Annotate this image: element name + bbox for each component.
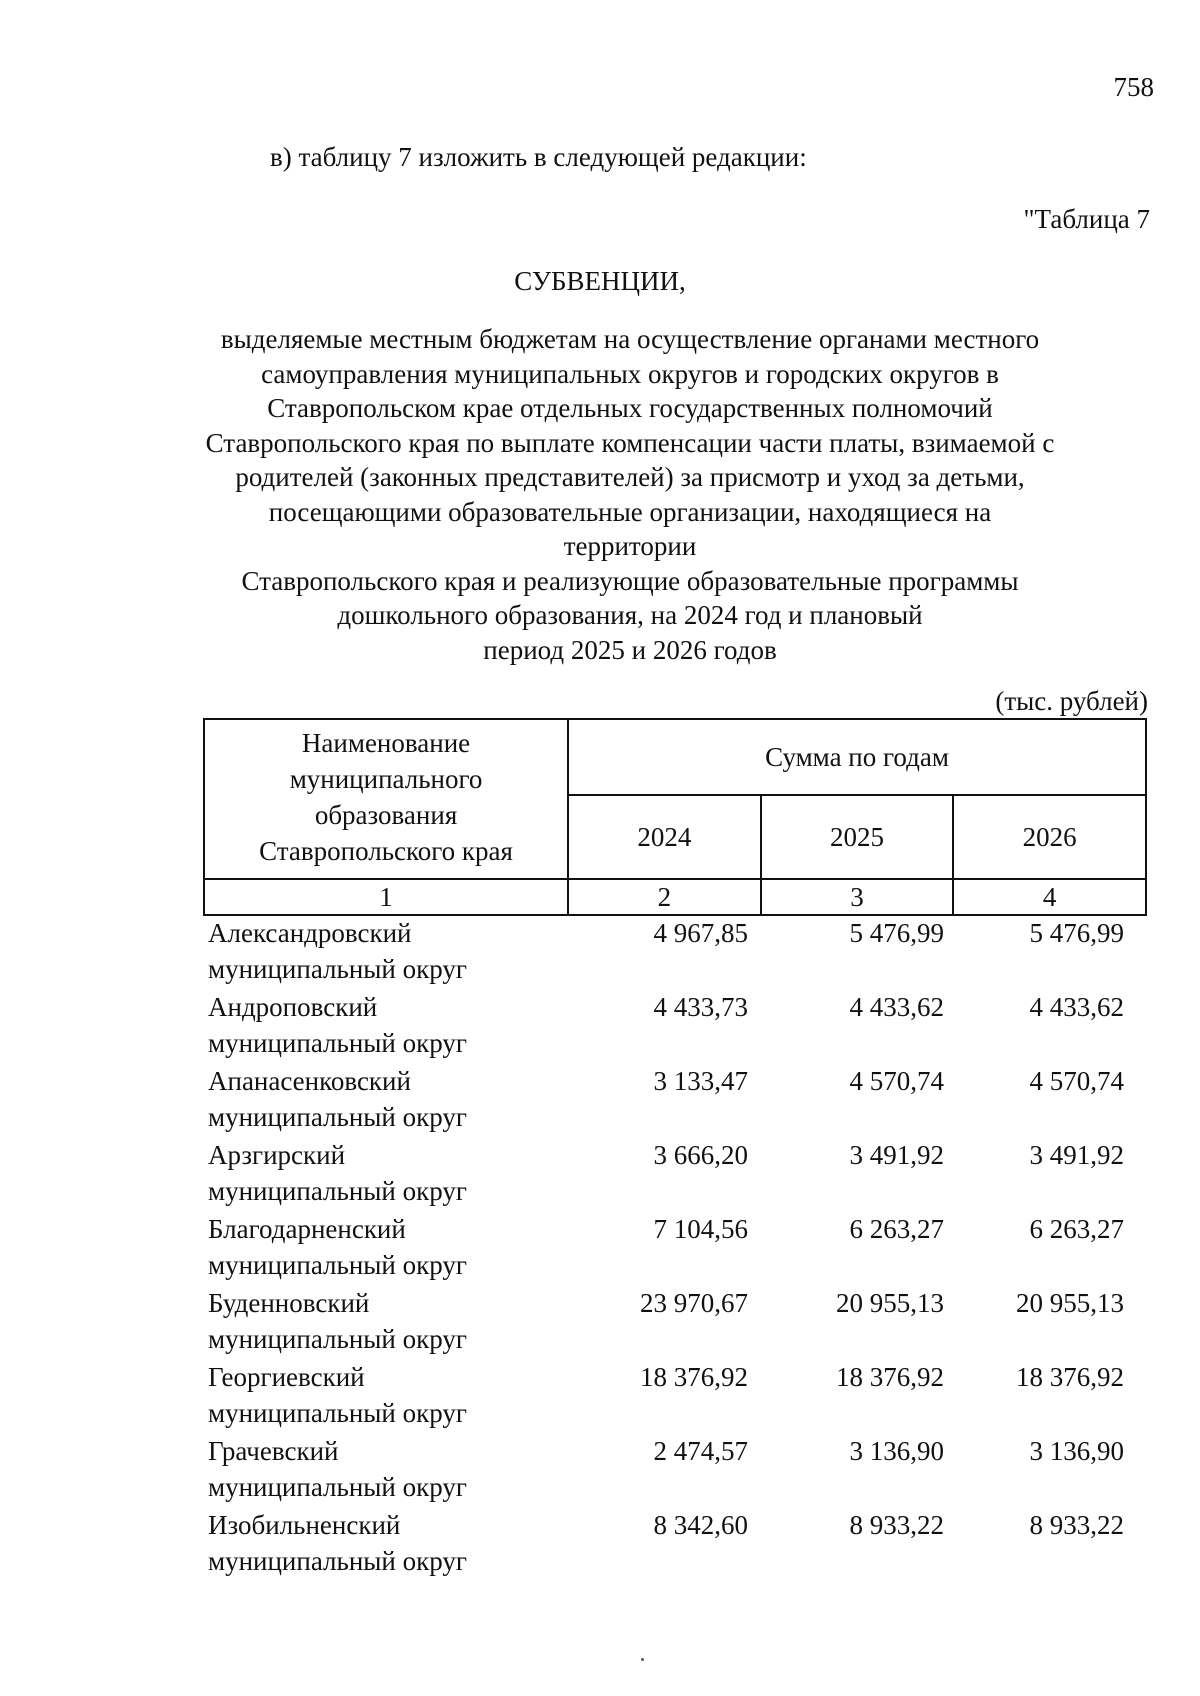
name-line: муниципальный округ — [208, 1250, 467, 1280]
subtitle-line: Ставропольском крае отдельных государственных полномочий — [267, 393, 993, 423]
column-number: 2 — [568, 879, 761, 915]
value-2024: 8 342,60 — [653, 1510, 748, 1540]
table-header — [203, 718, 1147, 916]
table-row — [208, 1211, 1138, 1285]
name-line: муниципальный округ — [208, 1472, 467, 1502]
column-header-year: 2026 — [953, 795, 1146, 879]
column-number: 1 — [204, 879, 568, 915]
value-2025: 6 263,27 — [849, 1214, 944, 1244]
table-label: "Таблица 7 — [1023, 204, 1150, 234]
name-line: муниципальный округ — [208, 1176, 467, 1206]
municipality-name — [208, 1063, 558, 1137]
municipality-name — [208, 915, 558, 989]
value-2025: 3 136,90 — [849, 1436, 944, 1466]
municipality-name — [208, 1359, 558, 1433]
subtitle-line: выделяемые местным бюджетам на осуществление органами местного — [220, 324, 1040, 354]
subtitle-line: Ставропольского края по выплате компенсации части платы, взимаемой с — [205, 427, 1055, 458]
value-2025: 20 955,13 — [836, 1288, 944, 1318]
value-2026: 6 263,27 — [1029, 1214, 1124, 1244]
municipality-name — [208, 989, 558, 1063]
municipality-name — [208, 1211, 558, 1285]
value-2024: 18 376,92 — [640, 1362, 748, 1392]
column-header-line: Наименование — [301, 728, 471, 758]
column-header-year: 2025 — [761, 795, 954, 879]
column-header-name — [204, 719, 568, 879]
value-2024: 23 970,67 — [640, 1288, 748, 1318]
name-line: Андроповский — [208, 992, 378, 1022]
name-line: муниципальный округ — [208, 1028, 467, 1058]
municipality-name — [208, 1285, 558, 1359]
document-subtitle — [200, 322, 1060, 667]
subtitle-line: самоуправления муниципальных округов и городских округов в — [261, 358, 999, 389]
value-2024: 3 666,20 — [653, 1140, 748, 1170]
name-line: Апанасенковский — [208, 1066, 411, 1096]
name-line: муниципальный округ — [208, 1102, 467, 1132]
units-label: (тыс. рублей) — [995, 686, 1148, 716]
column-header-year: 2024 — [568, 795, 761, 879]
subtitle-line: Ставропольского края и реализующие образовательные программы — [241, 565, 1019, 596]
name-line: Арзгирский — [208, 1140, 346, 1170]
name-line: Изобильненский — [208, 1510, 401, 1540]
name-line: Александровский — [208, 918, 412, 948]
value-2024: 2 474,57 — [653, 1436, 748, 1466]
value-2026: 3 136,90 — [1029, 1436, 1124, 1466]
subtitle-line: посещающими образовательные организации, находящиеся на территории — [268, 496, 992, 561]
value-2024: 3 133,47 — [653, 1066, 748, 1096]
value-2025: 5 476,99 — [849, 918, 944, 948]
value-2024: 7 104,56 — [653, 1214, 748, 1244]
page-number: 758 — [1113, 72, 1154, 102]
value-2025: 4 570,74 — [849, 1066, 944, 1096]
column-header-line: Ставропольского края — [259, 836, 513, 866]
value-2026: 8 933,22 — [1029, 1510, 1124, 1540]
value-2025: 18 376,92 — [836, 1362, 944, 1392]
value-2025: 3 491,92 — [849, 1140, 944, 1170]
municipality-name — [208, 1433, 558, 1507]
municipality-name — [208, 1137, 558, 1211]
value-2024: 4 967,85 — [653, 918, 748, 948]
table-row — [208, 1433, 1138, 1507]
name-line: Георгиевский — [208, 1362, 365, 1392]
document-title: СУБВЕНЦИИ, — [514, 266, 686, 296]
intro-text: в) таблицу 7 изложить в следующей редакции: — [270, 142, 807, 172]
table-row — [208, 1285, 1138, 1359]
table-row — [208, 989, 1138, 1063]
value-2026: 5 476,99 — [1029, 918, 1124, 948]
name-line: Грачевский — [208, 1436, 339, 1466]
scan-speck — [641, 1658, 644, 1661]
name-line: муниципальный округ — [208, 954, 467, 984]
table-row — [208, 1063, 1138, 1137]
name-line: муниципальный округ — [208, 1324, 467, 1354]
table-row — [208, 915, 1138, 989]
column-header-line: образования — [314, 800, 458, 830]
column-number: 4 — [953, 879, 1146, 915]
table-row — [208, 1137, 1138, 1211]
name-line: Благодарненский — [208, 1214, 406, 1244]
value-2025: 8 933,22 — [849, 1510, 944, 1540]
value-2026: 20 955,13 — [1016, 1288, 1124, 1318]
name-line: Буденновский — [208, 1288, 370, 1318]
table-row — [208, 1507, 1138, 1581]
column-header-sum: Сумма по годам — [568, 719, 1146, 795]
column-number: 3 — [761, 879, 954, 915]
value-2026: 18 376,92 — [1016, 1362, 1124, 1392]
value-2026: 4 570,74 — [1029, 1066, 1124, 1096]
value-2024: 4 433,73 — [653, 992, 748, 1022]
table-body — [208, 915, 1138, 1581]
subtitle-line: дошкольного образования, на 2024 год и плановый — [337, 600, 923, 630]
subtitle-line: период 2025 и 2026 годов — [483, 634, 777, 665]
table-row — [208, 1359, 1138, 1433]
name-line: муниципальный округ — [208, 1398, 467, 1428]
value-2026: 4 433,62 — [1029, 992, 1124, 1022]
value-2026: 3 491,92 — [1029, 1140, 1124, 1170]
value-2025: 4 433,62 — [849, 992, 944, 1022]
name-line: муниципальный округ — [208, 1546, 467, 1576]
municipality-name — [208, 1507, 558, 1581]
subtitle-line: родителей (законных представителей) за присмотр и уход за детьми, — [235, 462, 1025, 492]
column-header-line: муниципального — [289, 764, 483, 794]
